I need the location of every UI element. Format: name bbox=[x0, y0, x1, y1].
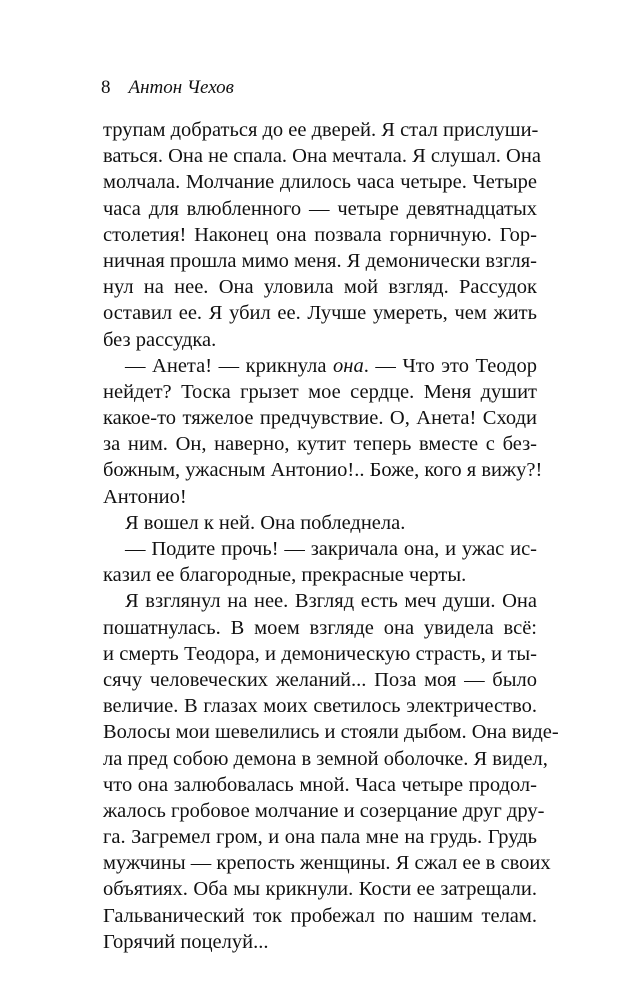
text-line: Горячий поцелуй... bbox=[103, 930, 269, 953]
text-line: без рассудка. bbox=[103, 328, 217, 351]
text-line: что она залюбовалась мной. Часа четыре продол- bbox=[103, 773, 537, 796]
dialogue-italic: она bbox=[333, 354, 364, 377]
text-line: нул на нее. Она уловила мой взгляд. Рассудок bbox=[103, 276, 537, 299]
text-line: Я вошел к ней. Она побледнела. bbox=[125, 511, 406, 534]
text-line: Волосы мои шевелились и стояли дыбом. Она виде- bbox=[103, 721, 559, 744]
text-line: оставил ее. Я убил ее. Лучше умереть, чем жить bbox=[103, 302, 537, 325]
running-head-author: Антон Чехов bbox=[128, 77, 234, 98]
dialogue-after: . — Что это Теодор bbox=[363, 354, 537, 377]
text-line: ла пред собою демона в земной оболочке. Я видел, bbox=[103, 747, 548, 770]
dialogue-before: — Анета! — крикнула bbox=[125, 354, 334, 377]
text-line: ничная прошла мимо меня. Я демонически взгля- bbox=[103, 249, 537, 272]
text-line: божным, ужасным Антонио!.. Боже, кого я вижу?! bbox=[103, 459, 543, 482]
text-line: столетия! Наконец она позвала горничную. Гор- bbox=[103, 223, 537, 246]
text-line: — Подите прочь! — закричала она, и ужас ис- bbox=[125, 538, 537, 560]
dialogue-line bbox=[103, 353, 537, 379]
text-line: жалось гробовое молчание и созерцание друг дру- bbox=[103, 799, 545, 822]
text-line: пошатнулась. В моем взгляде она увидела всё: bbox=[103, 616, 537, 639]
text-line: объятиях. Оба мы крикнули. Кости ее затрещали. bbox=[103, 878, 537, 901]
text-line: сячу человеческих желаний... Поза моя — было bbox=[103, 668, 537, 691]
text-line: ваться. Она не спала. Она мечтала. Я слушал. Она bbox=[103, 145, 541, 168]
text-line: молчала. Молчание длилось часа четыре. Четыре bbox=[103, 171, 537, 194]
running-head bbox=[101, 76, 234, 100]
text-line: часа для влюбленного — четыре девятнадцатых bbox=[103, 197, 537, 220]
text-line: мужчины — крепость женщины. Я сжал ее в своих bbox=[103, 852, 551, 875]
text-line: нейдет? Тоска грызет мое сердце. Меня душит bbox=[103, 380, 537, 403]
text-line: Я взглянул на нее. Взгляд есть меч души. Она bbox=[125, 590, 537, 613]
text-line: Гальванический ток пробежал по нашим телам. bbox=[103, 904, 537, 927]
text-line: и смерть Теодора, и демоническую страсть, и ты- bbox=[103, 642, 537, 665]
text-line: трупам добраться до ее дверей. Я стал прислуши- bbox=[103, 119, 539, 141]
text-line: Антонио! bbox=[103, 485, 187, 508]
page-number: 8 bbox=[101, 77, 111, 98]
text-line: какое-то тяжелое предчувствие. О, Анета! Сходи bbox=[103, 407, 537, 430]
text-line: за ним. Он, наверно, кутит теперь вместе с без- bbox=[103, 433, 537, 456]
text-line: величие. В глазах моих светилось электричество. bbox=[103, 695, 537, 718]
text-line: га. Загремел гром, и она пала мне на грудь. Грудь bbox=[103, 826, 537, 849]
text-line: казил ее благородные, прекрасные черты. bbox=[103, 564, 467, 587]
body-text bbox=[103, 117, 559, 955]
